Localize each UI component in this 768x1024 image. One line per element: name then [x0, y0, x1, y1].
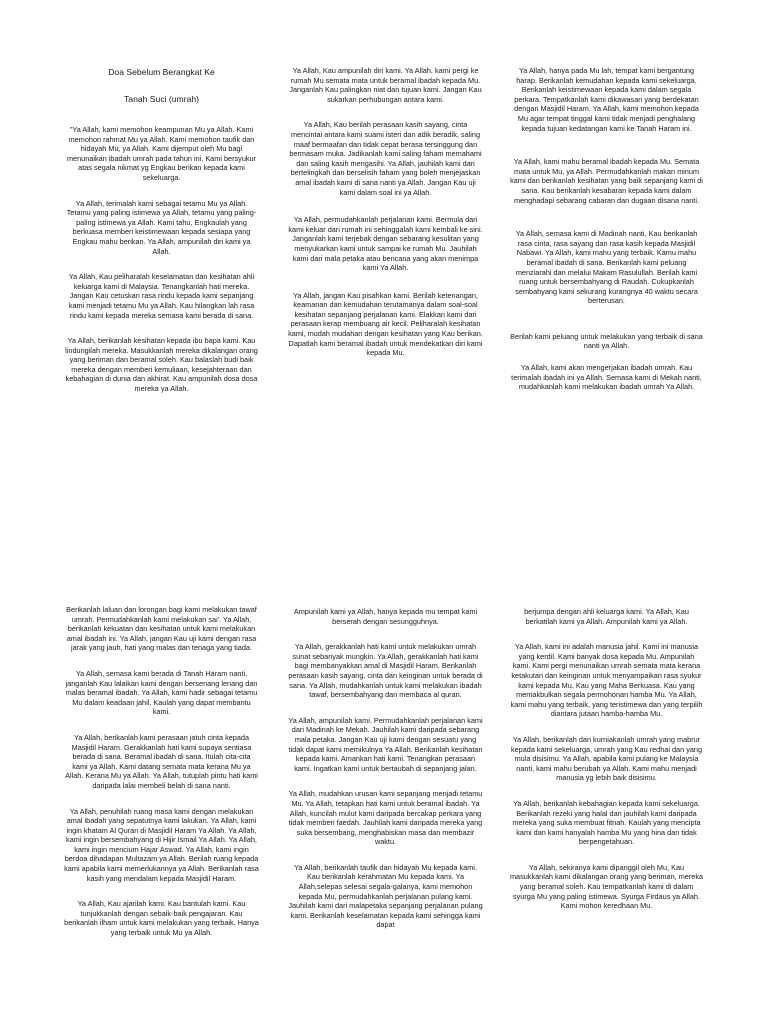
paragraph: Ya Allah, permudahkanlah perjalanan kami. Bermula dari kami keluar dari rumah ini sehinggalah kami kembali ke sini. Janganlah kami terjebak dengan sebarang kesulitan yang menyukarkan kami untuk sampai ke rumah Mu. Jauhilah kami dari mala petaka atau bencana yang akan menimpa kami Ya Allah. [288, 215, 483, 273]
paragraph: Ya Allah, semasa kami di Madinah nanti, Kau berikanlah rasa cinta, rasa sayang dan rasa kasih kepada Masjidil Nabawi. Ya Allah, kami mahu yang terbaik. Kamu mahu beramal ibadah di sana. Berikanlah kami peluang menziarahi dan melalui Makam Rasulullah. Berilah kami ruang untuk bersembahyang di Raudah. Cukupkanlah sembahyang kami sekurang kurangnya 40 waktu secara berterusan. [515, 229, 698, 306]
paragraph: Ya Allah, Kau ampunilah diri kami. Ya Allah, kami pergi ke rumah Mu semata mata untuk beramal ibadah kepada Mu. Janganlah Kau palingkan niat dan tujuan kami. Jangan Kau sukarkan perhubungan antara kami. [289, 66, 482, 104]
column-5 [288, 607, 483, 946]
paragraph: Ya Allah, kami mahu beramal ibadah kepada Mu. Semata mata untuk Mu, ya Allah. Permudahkanlah makan minum kami dan berikanlah kesihatan yang baik sepanjang kami di sana. Kau berikanlah kesabaran kepada kami dalam menghadapi sebarang cabaran dan dugaan disana nanti. [510, 157, 703, 205]
column-3 [509, 66, 704, 408]
paragraph: Ya Allah, kami akan mengerjakan ibadah umrah. Kau terimalah ibadah ini ya Allah. Semasa kami di Mekah nanti, mudahkanlah kami melakukan ibadah umrah Ya Allah. [511, 363, 702, 392]
column-6 [509, 607, 704, 927]
paragraph: Ya Allah, berikanlah kesihatan kepada ibu bapa kami. Kau lindungilah mereka. Masukkanlah mereka dikalangan orang yang beriman dan beramal soleh. Kau balaslah budi baik mereka dengan memberi kemuliaan, kesejahteraan dan kebahagian di dunia dan akhirat. Kau ampunilah dosa dosa mereka ya Allah. [65, 336, 258, 394]
paragraph: Ya Allah, sekiranya kami dipanggil oleh Mu, Kau masukkanlah kami dikalangan orang yang beriman, mereka yang beramal soleh. Kau tempatkanlah kami di dalam syurga Mu yang paling istimewa. Syurga Firdaus ya Allah. Kami mohon keredhaan Mu. [509, 862, 704, 911]
paragraph: Ya Allah, hanya pada Mu lah, tempat kami bergantung harap. Berikanlah kemudahan kepada kami sekeluarga. Berikanlah keistimewaan kepada kami dalam segala perkara. Tempatkanlah kami dikawasan yang berdekatan dengan Masjidil Haram. Ya Allah, kami memohon kepada Mu agar tempat tinggal kami tidak menjadi penghalang kepada tujuan kedatangan kami ke Tanah Haram ini. [514, 66, 699, 133]
paragraph: Ya Allah, Kau peliharalah keselamatan dan kesihatan ahli keluarga kami di Malaysia. Tenangkanlah hati mereka. Jangan Kau cetuskan rasa rindu kepada kami sepanjang kami menjadi tetamu Mu ya Allah. Kau hilangkan lah rasa rindu kami kepada mereka semasa kami berada di sana. [68, 272, 255, 320]
paragraph: Berikanlah laluan dan lorongan bagi kami melakukan tawaf umrah. Permudahkanlah kami melakukan sai'. Ya Allah, berikanlah kekuatan dan kesihatan untuk kami melakukan amal ibadah ini. Ya Allah, jangan Kau uji kami dengan rasa jarak yang jauh, hati yang malas dan tenaga yang tiada. [66, 605, 257, 653]
paragraph: Ya Allah, kami ini adalah manusia jahil. Kami ini manusia yang kerdil. Kami banyak dosa kepada Mu. Ampunilah kami. Kami pergi menunaikan umrah semata mata kerana ketakutan dan keinginan untuk menyampaikan rasa syukur kami kepada Mu. Kau yang Maha Berkuasa. Kau yang memakbulkan segala permohonan hamba Mu. Ya Allah, kami mahu yang terbaik, yang teristimewa dan yang terpilih diantara jutaan hamba-hamba Mu. [510, 642, 703, 719]
paragraph: Ya Allah, berikanlah taufik dan hidayah Mu kepada kami. Kau berikanlah kerahmatan Mu kepada kami. Ya Allah,selepas selesai segala-galanya, kami memohon kepada Mu, permudahkanlah perjalanan pulang kami. Jauhilah kami dari malapetaka sepanjang perjalanan pulang kami. Berikanlah keselamatan kepada kami sehingga kami dapat [288, 862, 483, 930]
paragraph: Ya Allah, Kau ajarilah kami. Kau bantulah kami. Kau tunjukkanlah dengan sebaik-baik pengajaran. Kau berikanlah ilham untuk kami melakukan yang terbaik. Hanya yang terbaik untuk Mu ya Allah. [64, 899, 259, 938]
document-title-line-1: Doa Sebelum Berangkat Ke [108, 67, 215, 77]
document-title-line-2: Tanah Suci (umrah) [124, 94, 199, 104]
paragraph: Ya Allah, penuhilah ruang masa kami dengan melakukan amal ibadah yang sepatutnya kami lakukan. Ya Allah, kami ingin khatam Al Quran di Masjidil Haram Ya Allah. Ya Allah, kami ingin bersembahyang di Hijir Ismail Ya Allah. Ya Allah, kami ingin mencium Hajar Aswad. Ya Allah, kami ingin berdoa dihadapan Multazam ya Allah. Berilah ruang kepada kami apabila kami memerlukannya ya Allah. Berikanlah rasa kasih yang mendalam kepada Masjidil Haram. [64, 806, 259, 883]
paragraph: Ya Allah, semasa kami berada di Tanah Haram nanti, janganlah Kau lalaikan kami dengan bersenang lenang dan malas beramal ibadah. Ya Allah, kami hadir sebagai tetamu Mu dalam keadaan jahil. Kaulah yang dapat membantu kami. [65, 668, 258, 717]
paragraph: Ya Allah, jangan Kau pisahkan kami. Berilah ketenangan, keamanan dan kemudahan terutamanya dalam soal-soal kesihatan sepanjang perjalanan kami. Elakkan kami dari perasaan kerap membuang air kecil. Peliharalah kesihatan kami, mudah mudahan dengan kesihatan yang Kau berikan. Dapatlah kami beramal ibadah untuk mendekatkan diri kami kepada Mu. [288, 290, 483, 358]
paragraph: Berilah kami peluang untuk melakukan yang terbaik di sana nanti ya Allah. [510, 331, 703, 351]
column-2 [288, 66, 483, 376]
paragraph: Ya Allah, gerakkanlah hati kami untuk melakukan umrah sunat sebanyak mungkin. Ya Allah, gerakkanlah hati kami bagi membanyakkan amal di Masjidil Haram. Berikanlah perasaan kasih sayang, cinta dan keinginan untuk berada di sana. Ya Allah, mudahkanlah untuk kami melakukan ibadah tawaf, bersembahyang dan membaca al quran. [288, 642, 483, 700]
paragraph: Ya Allah, mudahkan urusan kami sepanjang menjadi tetamu Mu. Ya Allah, tetapkan hati kami untuk beramal ibadah. Ya Allah, kuncilah mulut kami daripada bercakap perkara yang tidak memberi faedah. Jauhilah kami daripada mereka yang suka bersembang, menghabiskan masa dan membazir waktu. [288, 789, 483, 847]
paragraph: Ya Allah, ampunilah kami. Permudahkanlah perjalanan kami dari Madinah ke Mekah. Jauhilah kami daripada sebarang mala petaka. Jangan Kau uji kami dengan sesuatu yang tidak dapat kami memikulnya Ya Allah. Berikanlah kesihatan kepada kami. Amankan hati kami. Tenangkan perasaan kami. Ingatkan kami untuk bertaubah di sepanjang jalan. [288, 715, 483, 773]
paragraph: Ya Allah, Kau berilah perasaan kasih sayang, cinta mencintai antara kami suami isteri dan adik beradik, saling maaf bermaafan dan tidak cepat berasa tersinggung dan bermasam muka. Jadikanlah kami saling faham memahami dan saling kasih mengasihi. Ya Allah, jauhilah kami dari bertelingkah dan berselisih faham yang boleh menjejaskan amal ibadah kami di sana nanti ya Allah. Jangan Kau uji kami dalam soal ini ya Allah. [289, 120, 482, 197]
column-1 [64, 67, 259, 410]
paragraph: Ya Allah, berikanlah kebahagian kepada kami sekeluarga. Berikanlah rezeki yang halal dan jauhilah kami daripada mereka yang suka membuat fitnah. Kaulah yang mencipta kami dan kami hanyalah hamba Mu yang hina dan tidak berpengetahuan. [512, 798, 701, 847]
column-4 [64, 605, 259, 954]
paragraph: "Ya Allah, kami memohon keampunan Mu ya Allah. Kami memohon rahmat Mu ya Allah. Kami memohon taufik dan hidayah Mu, ya Allah. Kami dijemput oleh Mu bagi menunaikan ibadah umrah pada tahun ini. Kami bersyukur atas segala nikmat yg Engkau berikan kepada kami sekeluarga. [66, 125, 257, 182]
paragraph: Ya Allah, berikanlah dan kurniakanlah umrah yang mabrur kepada kami sekeluarga, umrah yang Kau redhai dan yang mula disisimu. Ya Allah, apabila kami pulang ke Malaysia nanti, kami mahu berubah ya Allah. Kami mahu menjadi manusia yg lebih baik disisimu. [510, 734, 703, 783]
paragraph: Ya Allah, berikanlah kami perasaan jatuh cinta kepada Masjidil Haram. Gerakkanlah hati kami supaya sentiasa berada di sana. Beramal ibadah di sana. Itulah cita-cita kami ya Allah. Kami datang semata mata kerana Mu ya Allah. Kerana Mu ya Allah. Ya Allah, tutuplah pintu hati kami daripada lalai membeli belah di sana nanti. [65, 732, 258, 790]
paragraph: Ampunilah kami ya Allah, hanya kepada mu tempat kami berserah dengan sesungguhnya. [293, 607, 478, 626]
paragraph: berjumpa dengan ahli keluarga kami. Ya Allah, Kau berkatilah kami ya Allah. Ampunilah kami ya Allah. [524, 607, 689, 626]
paragraph: Ya Allah, terimalah kami sebagai tetamu Mu ya Allah. Tetamu yang paling istimewa ya Allah, tetamu yang paling-paling istimewa ya Allah. Kami tahu, Engkaulah yang berkuasa memberi keistimewaan kepada sesiapa yang Engkau mahu berikan. Ya Allah, ampunilah diri kami ya Allah. [66, 198, 257, 256]
